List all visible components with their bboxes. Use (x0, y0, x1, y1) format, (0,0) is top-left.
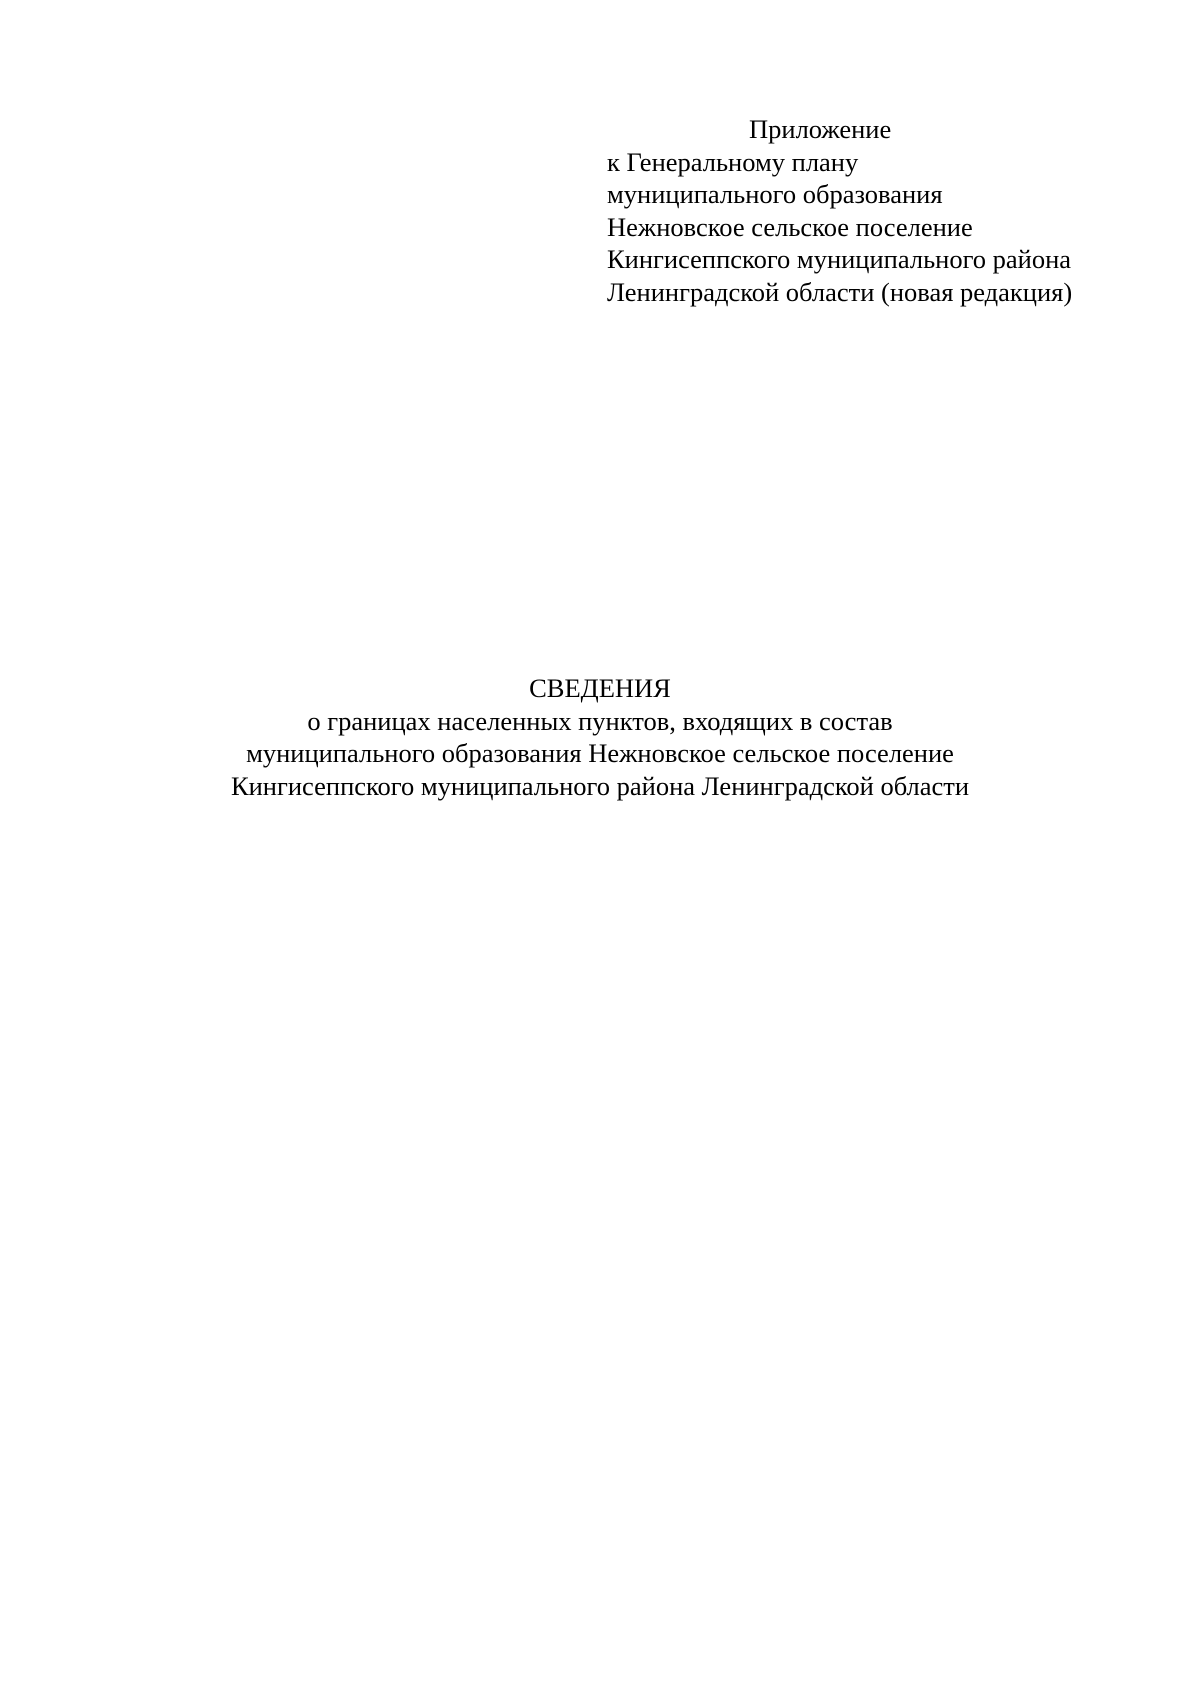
appendix-line-4: Кингисеппского муниципального района (607, 244, 1072, 274)
document-heading (0, 672, 1200, 802)
heading-line-2: муниципального образования Нежновское сельское поселение (246, 738, 954, 768)
appendix-block (607, 113, 1167, 308)
heading-line-3: Кингисеппского муниципального района Ленинградской области (230, 770, 970, 801)
appendix-line-5: Ленинградской области (новая редакция) (607, 276, 1073, 307)
appendix-line-1: к Генеральному плану (607, 146, 859, 177)
heading-title: СВЕДЕНИЯ (529, 673, 671, 703)
heading-line-1: о границах населенных пунктов, входящих в состав (307, 705, 893, 736)
appendix-line-3: Нежновское сельское поселение (607, 211, 973, 242)
appendix-title: Приложение (749, 114, 892, 144)
appendix-line-2: муниципального образования (607, 179, 943, 209)
